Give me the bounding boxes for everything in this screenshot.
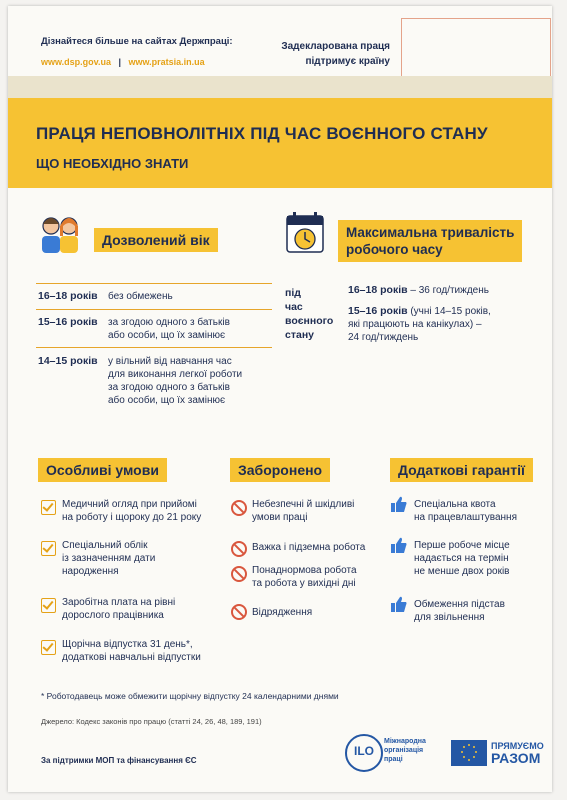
duration-age: 15–16 років [348,305,408,317]
prohibited-icon [231,566,247,582]
text-line: Щорічна відпустка 31 день*, [62,639,193,650]
divider [36,309,272,310]
link-pratsia[interactable]: www.pratsia.in.ua [128,57,205,67]
text-line: Відрядження [252,607,313,618]
label-line: стану [285,329,315,341]
heading-line: робочого часу [346,242,443,257]
text-line: для виконання легкої роботи [108,369,243,380]
duration-text: – 36 год/тиждень [407,285,489,296]
text-line: за згодою одного з батьків [108,382,230,393]
special-item [62,498,201,524]
page-subtitle: ЩО НЕОБХІДНО ЗНАТИ [36,156,189,171]
footnote: * Роботодавець може обмежити щорічну відпустку 24 календарними днями [41,691,339,701]
thumbs-up-icon [390,495,408,513]
checkmark-icon [41,640,56,655]
band-strip [8,76,552,98]
text-line: без обмежень [108,291,173,302]
forbidden-item [252,541,365,554]
text-line: за згодою одного з батьків [108,317,230,328]
leaflet-page [8,6,552,792]
text-line: додаткові навчальні відпустки [62,652,201,663]
divider [36,283,272,284]
guarantees-heading: Додаткові гарантії [390,458,533,482]
text-line: на працевлаштування [414,512,517,523]
text-line: дорослого працівника [62,610,164,621]
duration-text: (учні 14–15 років, [407,306,491,317]
eu-slogan [491,741,544,765]
text-line: Спеціальний облік [62,540,148,551]
text-line: праці [384,756,403,763]
duration-text: 24 год/тиждень [348,332,419,343]
checkmark-icon [41,541,56,556]
max-duration-heading [338,220,522,262]
checkmark-icon [41,500,56,515]
duration-text: які працюють на канікулах) – [348,319,482,330]
text-line: Медичний огляд при прийомі [62,499,197,510]
checkmark-icon [41,598,56,613]
wartime-label [285,286,333,342]
forbidden-heading: Заборонено [230,458,330,482]
special-item [62,638,201,664]
prohibited-icon [231,604,247,620]
special-conditions-heading: Особливі умови [38,458,167,482]
thumbs-up-icon [390,536,408,554]
text-line: народження [62,566,119,577]
ilo-name [384,737,426,764]
age-row-text [108,290,173,303]
text-line: для звільнення [414,612,485,623]
label-line: воєнного [285,315,334,327]
text-line: або особи, що їх замінює [108,330,226,341]
link-separator: | [118,57,121,67]
text-line: на роботу і щороку до 21 року [62,512,202,523]
label-line: під [285,287,301,299]
link-dsp[interactable]: www.dsp.gov.ua [41,57,112,67]
text-line: Понаднормова робота [252,565,357,576]
ilo-mark: ILO [354,744,374,758]
age-row-text [108,355,242,407]
text-line: Перше робоче місце [414,540,510,551]
age-row-text [108,316,230,342]
forbidden-item [252,606,312,619]
duration-age: 16–18 років [348,284,408,296]
label-line: час [285,301,303,313]
prohibited-icon [231,500,247,516]
text-line: та робота у вихідні дні [252,578,356,589]
forbidden-item [252,564,357,590]
special-item [62,539,155,578]
eu-flag-icon [451,740,487,766]
guarantee-item [414,498,517,524]
page-title: ПРАЦЯ НЕПОВНОЛІТНІХ ПІД ЧАС ВОЄННОГО СТАНУ [36,124,488,143]
prohibited-icon [231,541,247,557]
guarantee-item [414,539,510,578]
text-line: Спеціальна квота [414,499,496,510]
site-links [41,52,205,70]
text-line: не менше двох років [414,566,510,577]
thumbs-up-icon [390,595,408,613]
slogan-line: підтримує країну [305,56,390,67]
text-line: Заробітна плата на рівні [62,597,176,608]
age-row-label: 14–15 років [38,355,98,367]
text-line: організація [384,747,424,754]
text-line: умови праці [252,512,308,523]
text-line: у вільний від навчання час [108,356,232,367]
text-line: або особи, що їх замінює [108,395,226,406]
eu-line: РАЗОМ [491,750,541,766]
divider [36,347,272,348]
text-line: надається на термін [414,553,509,564]
slogan [278,39,390,69]
text-line: Небезпечні й шкідливі [252,499,355,510]
age-row-label: 16–18 років [38,290,98,302]
eu-line: ПРЯМУЄМО [491,741,544,751]
learn-more-text: Дізнайтеся більше на сайтах Держпраці: [41,36,233,47]
forbidden-item [252,498,354,524]
guarantee-item [414,598,505,624]
text-line: Важка і підземна робота [252,542,366,553]
text-line: із зазначенням дати [62,553,156,564]
special-item [62,596,175,622]
support-note: За підтримки МОП та фінансування ЄС [41,756,197,765]
calendar-clock-icon [284,210,328,258]
age-row-label: 15–16 років [38,316,98,328]
duration-row [348,305,491,344]
text-line: Міжнародна [384,738,426,745]
text-line: Обмеження підстав [414,599,505,610]
children-icon [36,212,84,254]
duration-row [348,284,489,297]
allowed-age-heading: Дозволений вік [94,228,218,252]
heading-line: Максимальна тривалість [346,225,515,240]
source-note: Джерело: Кодекс законів про працю (статті 24, 26, 48, 189, 191) [41,717,262,726]
ilo-logo [345,734,383,772]
slogan-line: Задекларована праця [281,41,390,52]
